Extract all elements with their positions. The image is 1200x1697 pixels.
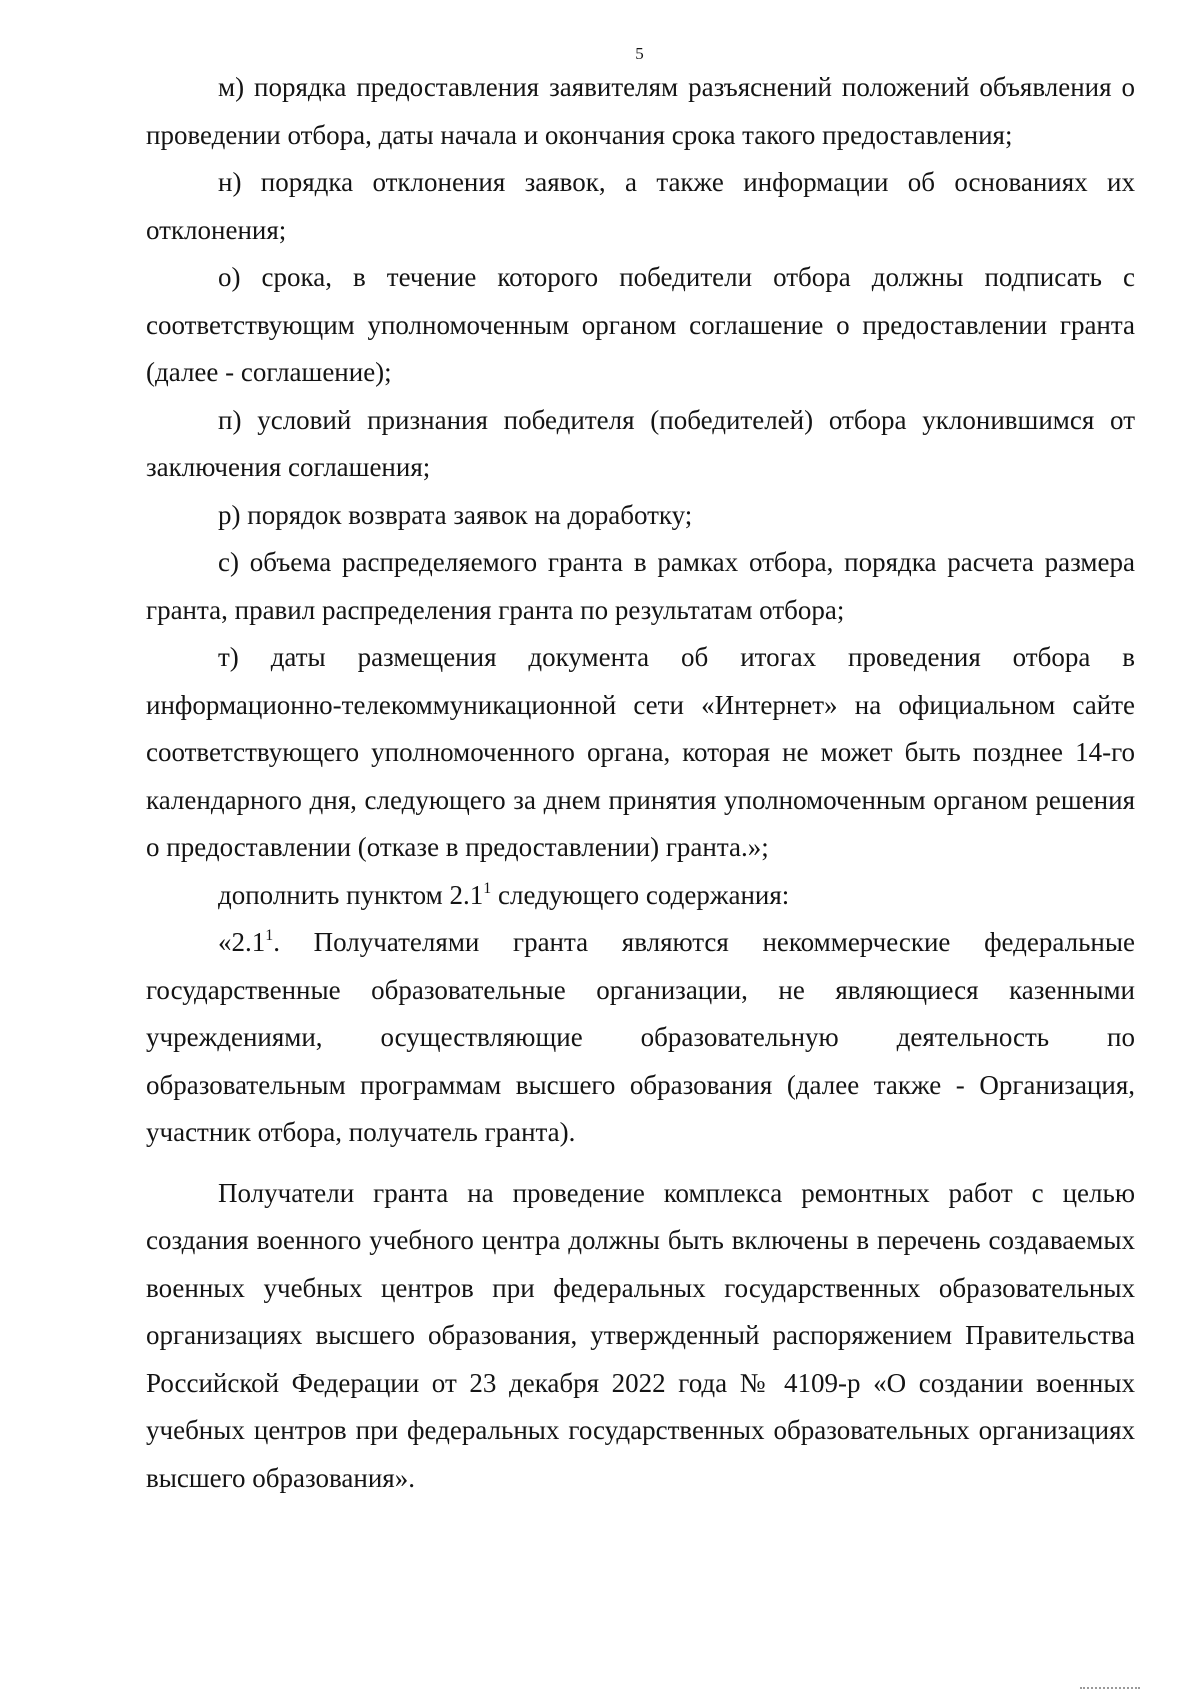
clause-number: «2.1 (218, 927, 266, 957)
item-s-paragraph: с) объема распределяемого гранта в рамках отбора, порядка расчета размера гранта, правил распределения гранта по результатам отбора; (146, 547, 1135, 625)
item-m-paragraph: м) порядка предоставления заявителям разъяснений положений объявления о проведении отбора, даты начала и окончания срока такого предоставления; (146, 72, 1135, 150)
item-o-paragraph: о) срока, в течение которого победители отбора должны подписать с соответствующим уполномоченным органом соглашение о предоставлении гранта (далее - соглашение); (146, 262, 1135, 387)
clause-superscript: 1 (265, 927, 274, 944)
clause-text: . Получателями гранта являются некоммерческие федеральные государственные образовательные организации, не являющиеся казенными учреждениями, осуществляющие образовательную деятельность по образовательным программам высшего образования (далее также - Организация, участник отбора, получатель гранта). (146, 927, 1135, 1147)
item-n-paragraph: н) порядка отклонения заявок, а также информации об основаниях их отклонения; (146, 167, 1135, 245)
scan-artifact-dots (1080, 1687, 1140, 1693)
supplement-text-after: следующего содержания: (491, 879, 790, 910)
supplement-text-before: дополнить пунктом 2.1 (218, 879, 484, 910)
supplement-superscript: 1 (483, 879, 492, 897)
grant-recipients-paragraph: Получатели гранта на проведение комплекса ремонтных работ с целью создания военного учебного центра должны быть включены в перечень создаваемых военных учебных центров при федеральных государственных образовательных организациях высшего образования, утвержденный распоряжением Правительства Российской Федерации от 23 декабря 2022 года № 4109-р «О создании военных учебных центров при федеральных государственных образовательных организациях высшего образования». (146, 1177, 1135, 1493)
item-t-paragraph: т) даты размещения документа об итогах проведения отбора в информационно-телекоммуникационной сети «Интернет» на официальном сайте соответствующего уполномоченного органа, которая не может быть позднее 14-го календарного дня, следующего за днем принятия уполномоченным органом решения о предоставлении (отказе в предоставлении) гранта.»; (146, 642, 1135, 862)
supplement-instruction (146, 872, 1135, 920)
item-p-paragraph: п) условий признания победителя (победителей) отбора уклонившимся от заключения соглашения; (146, 404, 1135, 482)
page-number: 5 (635, 44, 644, 63)
document-body (146, 64, 1135, 1502)
item-r-paragraph: р) порядок возврата заявок на доработку; (218, 499, 693, 530)
clause-2-1-1 (146, 919, 1135, 1157)
